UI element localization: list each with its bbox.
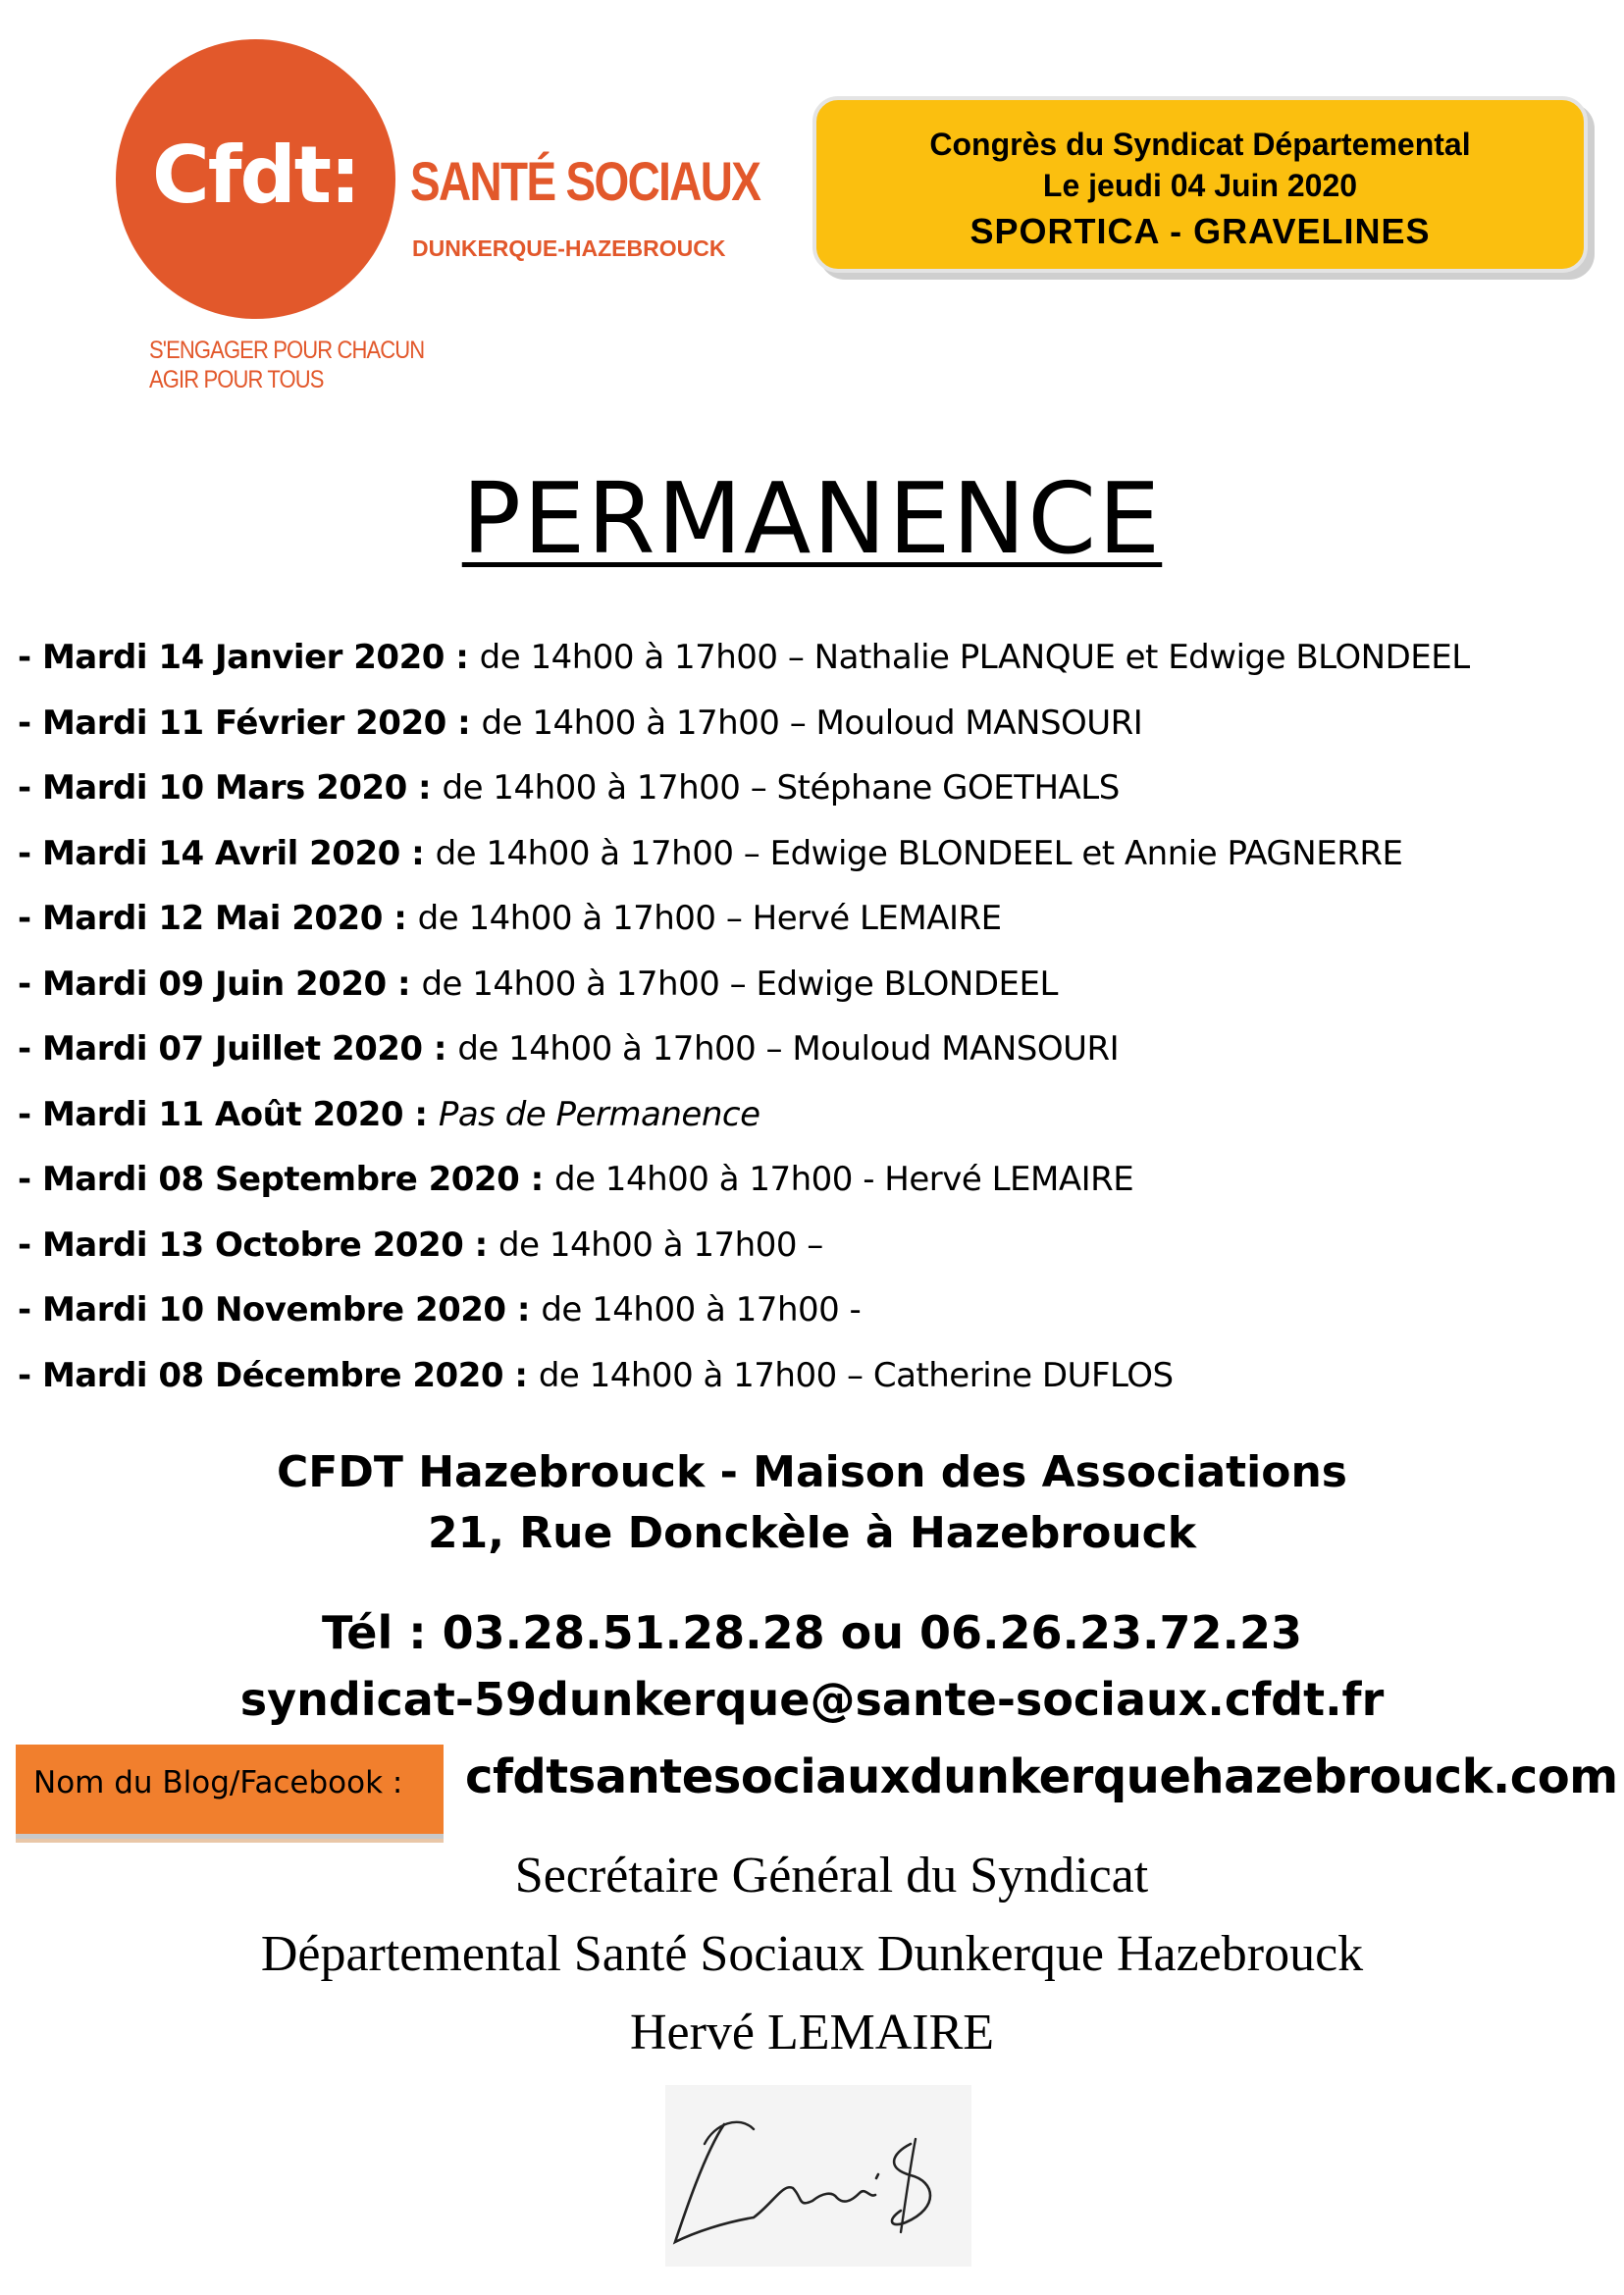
blog-label: Nom du Blog/Facebook : [16, 1745, 444, 1839]
logo-mark: Cfdt: [151, 130, 359, 221]
schedule-date: - Mardi 10 Mars 2020 : [18, 768, 443, 808]
schedule-detail: de 14h00 à 17h00 – Mouloud MANSOURI [481, 703, 1143, 743]
schedule-date: - Mardi 13 Octobre 2020 : [18, 1225, 499, 1265]
logo-slogan [149, 336, 424, 394]
schedule-date: - Mardi 11 Février 2020 : [18, 703, 482, 743]
schedule-detail: de 14h00 à 17h00 - Hervé LEMAIRE [554, 1160, 1134, 1199]
schedule-date: - Mardi 08 Décembre 2020 : [18, 1355, 539, 1395]
blog-link[interactable]: cfdtsantesociauxdunkerquehazebrouck.com [465, 1749, 1618, 1804]
address-block [0, 1442, 1624, 1564]
schedule-item [18, 829, 1607, 895]
schedule-detail: de 14h00 à 17h00 – Stéphane GOETHALS [442, 768, 1120, 808]
congress-line1: Congrès du Syndicat Départemental [929, 127, 1471, 162]
schedule-item [18, 960, 1607, 1025]
schedule-item [18, 1285, 1607, 1351]
address-line1: CFDT Hazebrouck - Maison des Associations [277, 1447, 1347, 1497]
schedule-date: - Mardi 11 Août 2020 : [18, 1094, 439, 1134]
signatory-role-line2: Départemental Santé Sociaux Dunkerque Hazebrouck [260, 1926, 1364, 1982]
schedule-item [18, 1090, 1607, 1156]
congress-banner [812, 96, 1588, 273]
schedule-detail: de 14h00 à 17h00 – Edwige BLONDEEL et Annie PAGNERRE [435, 833, 1403, 873]
schedule-date: - Mardi 08 Septembre 2020 : [18, 1160, 554, 1199]
schedule-date: - Mardi 12 Mai 2020 : [18, 899, 418, 938]
signature-icon [665, 2085, 971, 2267]
address-line2: 21, Rue Donckèle à Hazebrouck [427, 1508, 1197, 1558]
schedule-item [18, 1221, 1607, 1286]
schedule-item [18, 763, 1607, 829]
schedule-item [18, 1351, 1607, 1417]
logo-slogan-line1: S'ENGAGER POUR CHACUN [149, 337, 425, 364]
schedule-item [18, 1024, 1607, 1090]
page-title-text: PERMANENCE [461, 461, 1163, 576]
congress-line3: SPORTICA - GRAVELINES [969, 211, 1431, 251]
schedule-detail: de 14h00 à 17h00 – Mouloud MANSOURI [457, 1029, 1120, 1069]
logo-title: SANTÉ SOCIAUX [410, 150, 760, 212]
signatory-block [0, 1837, 1624, 2072]
schedule-date: - Mardi 07 Juillet 2020 : [18, 1029, 458, 1069]
schedule-date: - Mardi 10 Novembre 2020 : [18, 1290, 542, 1330]
schedule-detail: de 14h00 à 17h00 – Catherine DUFLOS [538, 1355, 1174, 1395]
cfdt-logo [116, 39, 760, 412]
page-title [0, 461, 1624, 576]
signature-image [665, 2085, 971, 2267]
signatory-role-line1: Secrétaire Général du Syndicat [514, 1848, 1149, 1904]
schedule-detail: de 14h00 à 17h00 – Edwige BLONDEEL [421, 964, 1058, 1004]
schedule-item [18, 1155, 1607, 1221]
schedule-date: - Mardi 14 Janvier 2020 : [18, 638, 480, 677]
phone-numbers: Tél : 03.28.51.28.28 ou 06.26.23.72.23 [322, 1606, 1302, 1659]
schedule-date: - Mardi 09 Juin 2020 : [18, 964, 422, 1004]
logo-subtitle: DUNKERQUE-HAZEBROUCK [412, 235, 726, 261]
schedule-detail: de 14h00 à 17h00 - [541, 1290, 862, 1330]
signatory-name: Hervé LEMAIRE [629, 2005, 995, 2060]
logo-slogan-line2: AGIR POUR TOUS [149, 366, 324, 393]
schedule-item [18, 894, 1607, 960]
schedule-item [18, 699, 1607, 764]
schedule-detail: de 14h00 à 17h00 – Hervé LEMAIRE [417, 899, 1002, 938]
schedule-detail: de 14h00 à 17h00 – [498, 1225, 823, 1265]
congress-line2: Le jeudi 04 Juin 2020 [1042, 168, 1358, 203]
schedule-detail: de 14h00 à 17h00 – Nathalie PLANQUE et Edwige BLONDEEL [479, 638, 1470, 677]
schedule-detail: Pas de Permanence [438, 1094, 760, 1134]
schedule-list [18, 633, 1607, 1416]
contact-block [0, 1599, 1624, 1733]
schedule-item [18, 633, 1607, 699]
schedule-date: - Mardi 14 Avril 2020 : [18, 833, 436, 873]
email-address[interactable]: syndicat-59dunkerque@sante-sociaux.cfdt.fr [239, 1673, 1385, 1726]
